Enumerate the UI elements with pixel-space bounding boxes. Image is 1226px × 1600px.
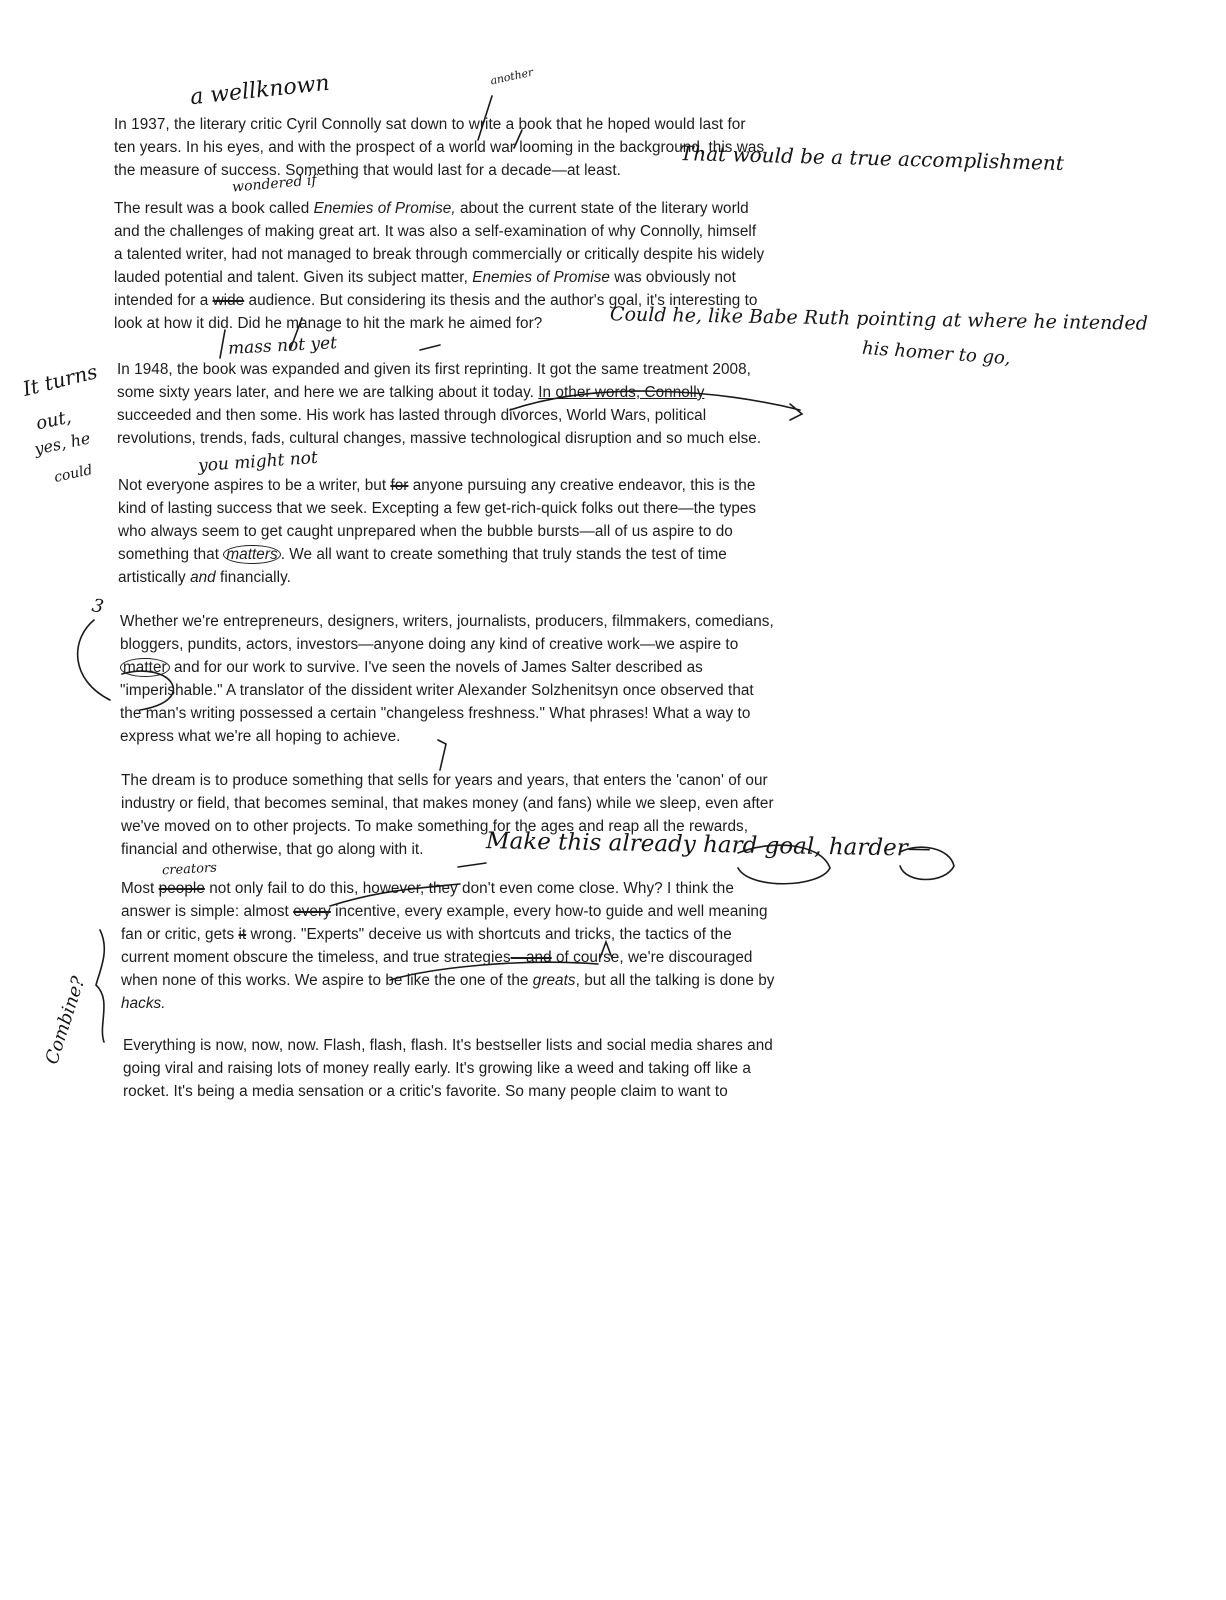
p2-line-4 (114, 266, 764, 289)
p1-line-3: the measure of success. Something that would last for a decade—at least. (114, 162, 621, 179)
struck-word: every (293, 903, 331, 920)
handwritten-note: a wellknown (189, 70, 331, 111)
p7-line-6 (121, 992, 775, 1015)
handwritten-note: another (489, 65, 535, 88)
p3-line-3: succeeded and then some. His work has lasted through divorces, World Wars, political (117, 407, 707, 424)
handwritten-note: wondered if (231, 172, 318, 196)
handwritten-note: creators (161, 860, 218, 879)
p7-l4c: of course, we're discouraged (551, 949, 753, 966)
p2-l5c: audience. But considering its thesis and the author's goal, it's interesting to (244, 292, 758, 309)
p7-l2a: answer is simple: almost (121, 903, 294, 920)
struck-word: it (238, 926, 247, 943)
p7-line-4 (121, 946, 775, 969)
p1-line-1: In 1937, the literary critic Cyril Connolly sat down to write a book that he hoped would last for (114, 116, 746, 133)
p4-line-5 (118, 566, 756, 589)
struck-word: —and (510, 949, 552, 966)
p8-line-1: Everything is now, now, now. Flash, flash, flash. It's bestseller lists and social media shares and (123, 1037, 773, 1054)
p4-l5c: financially. (215, 569, 291, 586)
p5-line-2: bloggers, pundits, actors, investors—anyone doing any kind of creative work—we aspire to (120, 636, 739, 653)
p6-line-4: financial and otherwise, that go along with it. (121, 841, 424, 858)
p7-l3a: fan or critic, gets (121, 926, 239, 943)
handwritten-note: you might not (197, 447, 319, 477)
p4-line-4 (118, 543, 756, 566)
p7-l1a: Most (121, 880, 159, 897)
p2-l5a: intended for a (114, 292, 213, 309)
p6-line-2: industry or field, that becomes seminal, that makes money (and fans) while we sleep, even after (121, 795, 774, 812)
struck-word: people (158, 880, 205, 897)
book-title: Enemies of Promise (472, 269, 610, 286)
italic-word: hacks. (121, 995, 166, 1012)
p7-line-5 (121, 969, 775, 992)
p8-line-3: rocket. It's being a media sensation or a critic's favorite. So many people claim to want to (123, 1083, 728, 1100)
p5-line-6: express what we're all hoping to achieve. (120, 728, 401, 745)
paragraph-4 (118, 474, 756, 589)
p2-line-6: look at how it did. Did he manage to hit the mark he aimed for? (114, 315, 543, 332)
p2-l1a: The result was a book called (114, 200, 314, 217)
p2-line-3: a talented writer, had not managed to break through commercially or critically despite his widely (114, 246, 765, 263)
struck-phrase: words, Connolly (594, 384, 705, 401)
insert-arrow (790, 404, 802, 420)
book-title: Enemies of Promise, (313, 200, 456, 217)
p7-l5a: when none of this works. We aspire to be like the one of the (121, 972, 533, 989)
p5-line-3 (120, 656, 774, 679)
handwritten-note: Could he, like Babe Ruth pointing at where he intended (609, 303, 1149, 335)
p6-line-1: The dream is to produce something that sells for years and years, that enters the 'canon' of our (121, 772, 768, 789)
paragraph-8 (123, 1034, 773, 1103)
p4-l4c: . We all want to create something that truly stands the test of time (280, 546, 727, 563)
p4-line-3: who always seem to get caught unprepared when the bubble bursts—all of us aspire to do (118, 523, 733, 540)
handwritten-note: Combine? (41, 974, 90, 1067)
p2-line-1 (114, 197, 764, 220)
bracket-mark (96, 930, 104, 1042)
paragraph-5 (120, 610, 774, 748)
p2-line-2: and the challenges of making great art. It was also a self-examination of why Connolly, himself (114, 223, 757, 240)
p8-line-2: going viral and raising lots of money really early. It's growing like a weed and taking off like a (123, 1060, 751, 1077)
p4-l1c: anyone pursuing any creative endeavor, this is the (408, 477, 756, 494)
p3-line-2 (117, 381, 761, 404)
p5-line-5: the man's writing possessed a certain "changeless freshness." What phrases! What a way to (120, 705, 751, 722)
handwritten-note: Make this already hard goal, harder— (485, 828, 931, 862)
struck-word: for (390, 477, 409, 494)
p5-line-4: "imperishable." A translator of the dissident writer Alexander Solzhenitsyn once observed that (120, 682, 754, 699)
p4-l4a: something that (118, 546, 224, 563)
handwritten-note: could (52, 462, 94, 486)
struck-word: wide (212, 292, 245, 309)
p7-line-1 (121, 877, 775, 900)
handwritten-note: his homer to go, (861, 337, 1012, 370)
italic-word: and (190, 569, 216, 586)
p3-line-1: In 1948, the book was expanded and given its first reprinting. It got the same treatment 2008, (117, 361, 751, 378)
p5-line-1: Whether we're entrepreneurs, designers, writers, journalists, producers, filmmakers, comedians, (120, 613, 774, 630)
paragraph-3 (117, 358, 761, 450)
handwritten-note: out, (34, 406, 74, 435)
handwritten-note: That would be a true accomplishment (679, 140, 1065, 176)
p7-l1c: not only fail to do this, however, they don't even come close. Why? I think the (204, 880, 734, 897)
p7-line-3 (121, 923, 775, 946)
p2-l1c: about the current state of the literary world (455, 200, 749, 217)
p7-l2c: incentive, every example, every how-to guide and well meaning (330, 903, 768, 920)
p1-line-2: ten years. In his eyes, and with the prospect of a world war looming in the background, this was (114, 139, 765, 156)
circled-word: matters (223, 545, 280, 564)
handwritten-note: It turns (20, 359, 100, 401)
p4-l1a: Not everyone aspires to be a writer, but (118, 477, 391, 494)
p4-l5a: artistically (118, 569, 191, 586)
p7-l5c: , but all the talking is done by (575, 972, 775, 989)
p7-line-2 (121, 900, 775, 923)
handwritten-note: 3 (90, 595, 106, 618)
handwritten-note: yes, he (32, 428, 93, 459)
paragraph-7 (121, 877, 775, 1015)
underlined-phrase: In other (538, 384, 595, 401)
circled-word: matter (120, 658, 170, 677)
p4-line-1 (118, 474, 756, 497)
p2-l4a: lauded potential and talent. Given its subject matter, (114, 269, 473, 286)
p7-l4a: current moment obscure the timeless, and true strategies (121, 949, 511, 966)
handwritten-note: mass not yet (227, 333, 338, 359)
p3-line-4: revolutions, trends, fads, cultural changes, massive technological disruption and so much else. (117, 430, 762, 447)
p7-l3c: wrong. "Experts" deceive us with shortcuts and tricks, the tactics of the (246, 926, 732, 943)
p3-l2a: some sixty years later, and here we are talking about it today. (117, 384, 539, 401)
insert-caret (420, 345, 440, 350)
p2-l4c: was obviously not (609, 269, 736, 286)
p6-line-3: we've moved on to other projects. To make something for the ages and reap all the rewards, (121, 818, 749, 835)
p4-line-2: kind of lasting success that we seek. Excepting a few get-rich-quick folks out there—the types (118, 500, 757, 517)
p5-l3b: and for our work to survive. I've seen the novels of James Salter described as (169, 659, 703, 676)
connector-line (458, 863, 486, 867)
paragraph-1 (114, 113, 764, 182)
italic-word: greats (532, 972, 576, 989)
circle-mark (78, 620, 110, 700)
